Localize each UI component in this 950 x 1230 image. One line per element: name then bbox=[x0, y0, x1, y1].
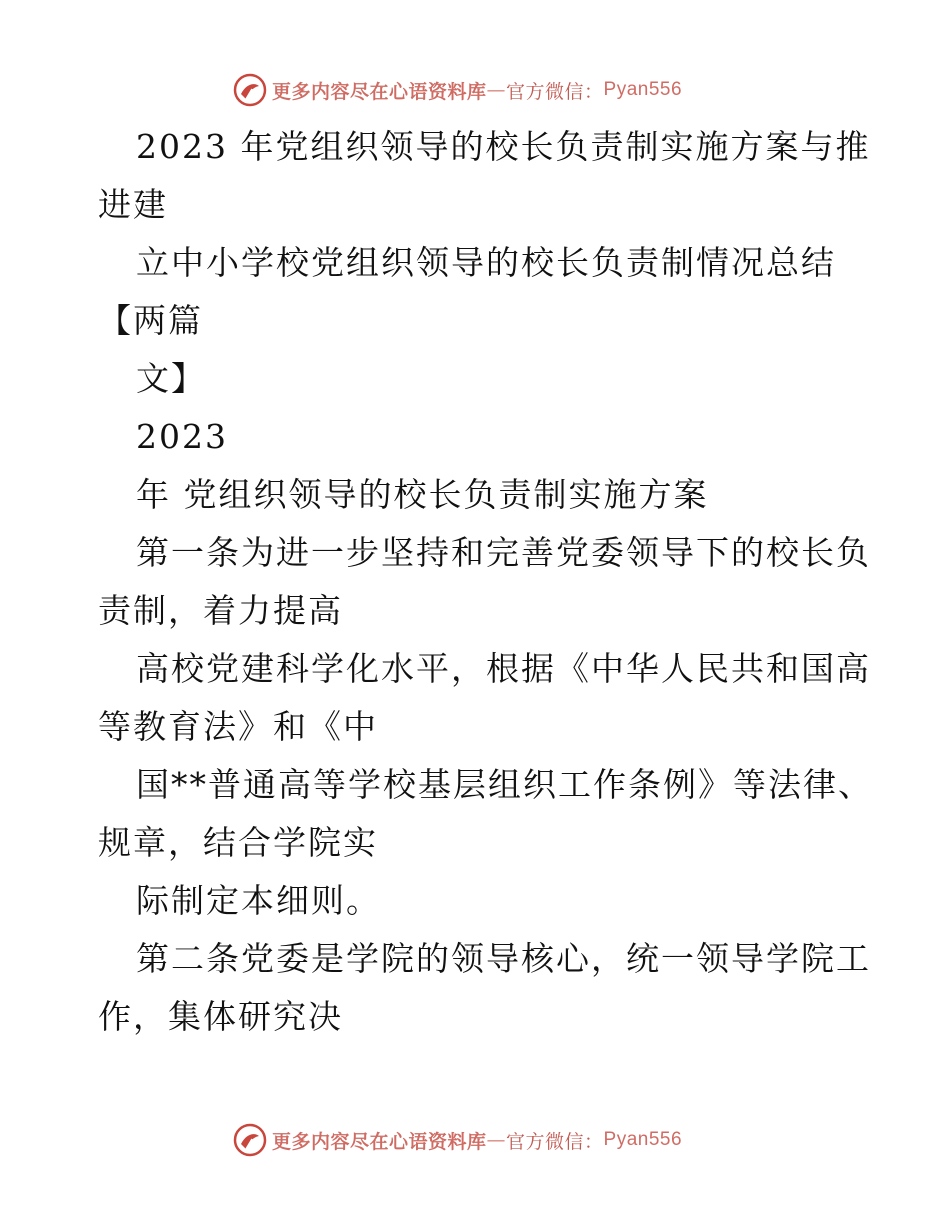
doc-line: 作，集体研究决 bbox=[98, 997, 343, 1036]
header-banner bbox=[232, 70, 752, 110]
doc-line: 2023 bbox=[136, 417, 228, 456]
doc-line: 年 党组织领导的校长负责制实施方案 bbox=[136, 475, 709, 514]
handwriting-pen-logo-icon bbox=[232, 72, 268, 108]
banner-wechat-label: 官方微信： bbox=[506, 80, 604, 103]
doc-line: 第二条党委是学院的领导核心，统一领导学院工 bbox=[136, 939, 871, 978]
doc-line: 高校党建科学化水平，根据《中华人民共和国高 bbox=[136, 649, 871, 688]
banner-title: 更多内容尽在心语资料库 bbox=[272, 80, 487, 103]
doc-line: 【两篇 bbox=[98, 301, 203, 340]
banner-wechat-id: Pyan556 bbox=[603, 1129, 683, 1150]
footer-banner bbox=[232, 1120, 752, 1160]
doc-line: 国**普通高等学校基层组织工作条例》等法律、 bbox=[136, 765, 873, 804]
doc-line: 责制，着力提高 bbox=[98, 591, 343, 630]
handwriting-pen-logo-icon bbox=[232, 1122, 268, 1158]
banner-separator: — bbox=[486, 79, 507, 101]
doc-line: 文】 bbox=[136, 359, 206, 398]
doc-line: 际制定本细则。 bbox=[136, 881, 381, 920]
doc-line: 立中小学校党组织领导的校长负责制情况总结 bbox=[136, 243, 836, 282]
doc-line: 进建 bbox=[98, 185, 168, 224]
banner-wechat-label: 官方微信： bbox=[506, 1130, 604, 1153]
doc-line: 规章，结合学院实 bbox=[98, 823, 378, 862]
doc-line: 等教育法》和《中 bbox=[98, 707, 378, 746]
banner-title: 更多内容尽在心语资料库 bbox=[272, 1130, 487, 1153]
doc-line: 2023 年党组织领导的校长负责制实施方案与推 bbox=[136, 127, 871, 166]
banner-separator: — bbox=[486, 1129, 507, 1151]
banner-wechat-id: Pyan556 bbox=[603, 79, 683, 100]
doc-line: 第一条为进一步坚持和完善党委领导下的校长负 bbox=[136, 533, 871, 572]
